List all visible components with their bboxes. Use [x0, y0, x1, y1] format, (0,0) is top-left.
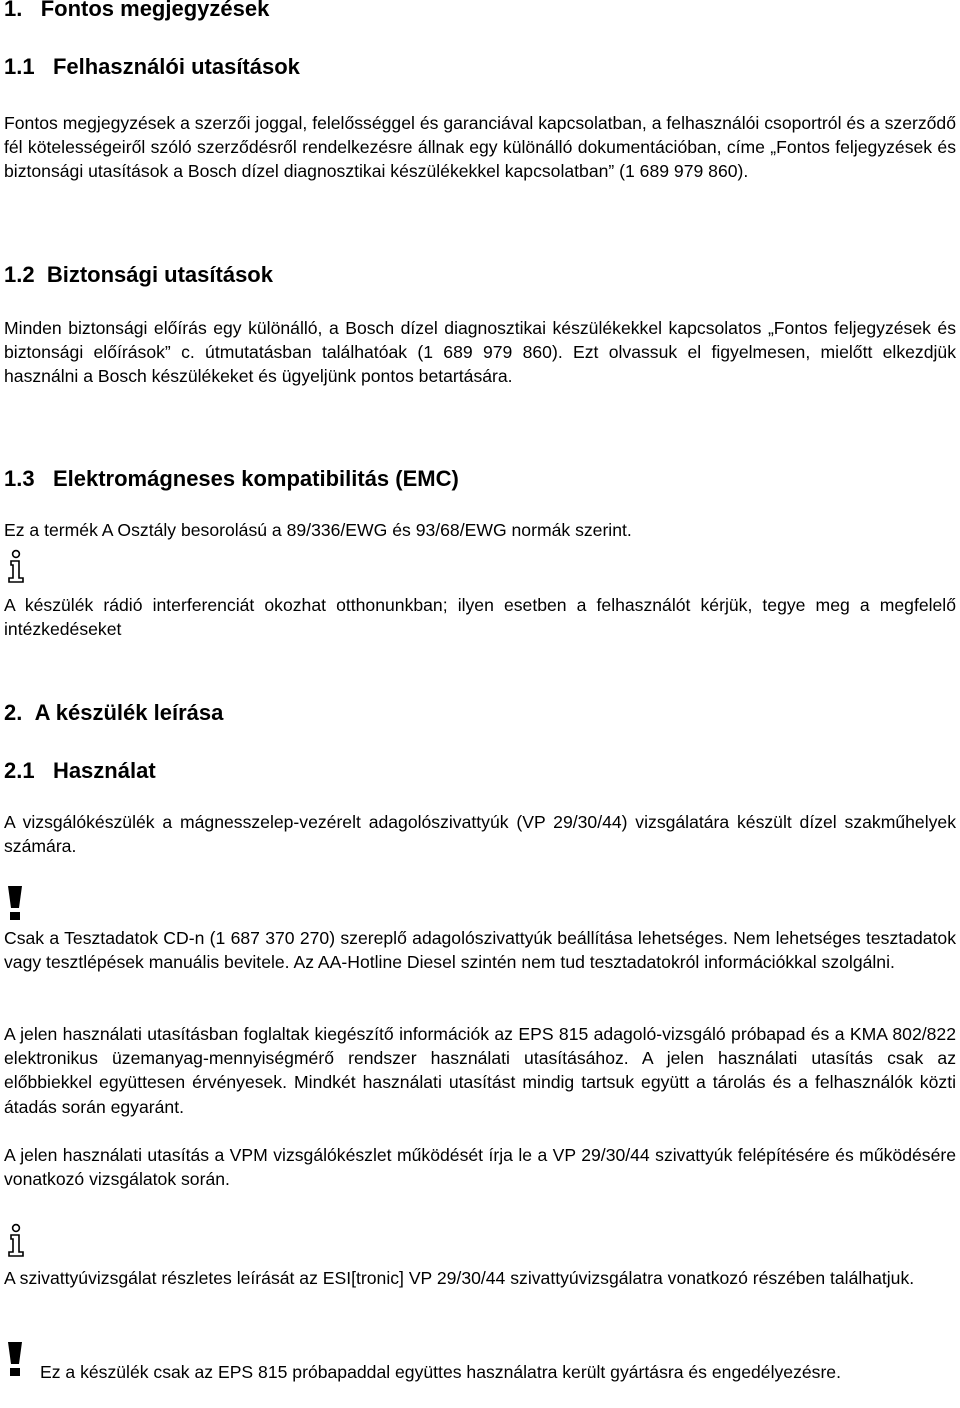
paragraph-usage: A vizsgálókészülék a mágnesszelep-vezérelt adagolószivattyúk (VP 29/30/44) vizsgálatára készült dízel szakműhelyek számára.: [4, 812, 956, 857]
paragraph-vpm-description: A jelen használati utasítás a VPM vizsgálókészlet működését írja le a VP 29/30/44 szivattyúk felépítésére és működésére vonatkozó vizsgálatok során.: [4, 1145, 956, 1190]
paragraph-supplementary-info: A jelen használati utasításban foglaltak kiegészítő információk az EPS 815 adagoló-vizsgáló próbapad és a KMA 802/822 elektronikus üzemanyag-mennyiségmérő rendszer használati utasításához. A jelen használati utasítás csak az előbbiekkel együttesen érvényesek. Mindkét használati utasítást mindig tartsuk együtt a tárolás és a felhasználók közti átadás során egyaránt.: [4, 1024, 956, 1117]
info-note-icon: [4, 1222, 28, 1258]
section-title: Fontos megjegyzések: [40, 0, 270, 21]
warning-icon: [4, 884, 26, 922]
warning-test-data-cd: Csak a Tesztadatok CD-n (1 687 370 270) szereplő adagolószivattyúk beállítása lehetséges. Nem lehetséges tesztadatok vagy tesztlépések manuális bevitele. Az AA-Hotline Diesel szintén nem tud tesztadatokról információkkal szolgálni.: [4, 928, 956, 973]
note-pump-test-reference: A szivattyúvizsgálat részletes leírását az ESI[tronic] VP 29/30/44 szivattyúvizsgálatra vonatkozó részében találhatjuk.: [4, 1268, 915, 1288]
warning-eps815-only: Ez a készülék csak az EPS 815 próbapaddal együttes használatra került gyártásra és engedélyezésre.: [40, 1362, 841, 1382]
paragraph-emc-class: Ez a termék A Osztály besorolású a 89/336/EWG és 93/68/EWG normák szerint.: [4, 520, 632, 540]
section-1-heading: [4, 0, 269, 22]
section-number: 1.3: [4, 466, 35, 491]
paragraph-user-instructions: Fontos megjegyzések a szerzői joggal, felelősséggel és garanciával kapcsolatban, a felhasználói csoportról és a szerződő fél kötelességeiről szóló szerződésről rendelkezésre állnak egy különálló dokumentációban, címe „Fontos feljegyzések és biztonsági utasítások a Bosch dízel diagnosztikai készülékekkel kapcsolatban” (1 689 979 860).: [4, 113, 956, 182]
section-1-2-heading: [4, 262, 273, 288]
info-note-icon: [4, 548, 28, 584]
section-2-heading: [4, 700, 223, 726]
section-number: 2.: [4, 700, 23, 725]
section-2-1-heading: [4, 758, 156, 784]
section-title: Használat: [52, 758, 156, 783]
section-number: 1.1: [4, 54, 35, 79]
section-number: 1.2: [4, 262, 35, 287]
section-1-1-heading: [4, 54, 300, 80]
note-emc-interference: A készülék rádió interferenciát okozhat otthonunkban; ilyen esetben a felhasználót kérjük, tegye meg a megfelelő intézkedéseket: [4, 595, 956, 640]
section-number: 2.1: [4, 758, 35, 783]
section-title: Elektromágneses kompatibilitás (EMC): [52, 466, 459, 491]
section-title: Felhasználói utasítások: [52, 54, 300, 79]
section-title: Biztonsági utasítások: [46, 262, 273, 287]
section-number: 1.: [4, 0, 23, 21]
paragraph-safety-instructions: Minden biztonsági előírás egy különálló, a Bosch dízel diagnosztikai készülékekkel kapcsolatos „Fontos feljegyzések és biztonsági előírások” c. útmutatásban találhatóak (1 689 979 860). Ezt olvassuk el figyelmesen, mielőtt elkezdjük használni a Bosch készülékeket és ügyeljünk pontos betartására.: [4, 318, 956, 387]
section-title: A készülék leírása: [34, 700, 224, 725]
section-1-3-heading: [4, 466, 459, 492]
